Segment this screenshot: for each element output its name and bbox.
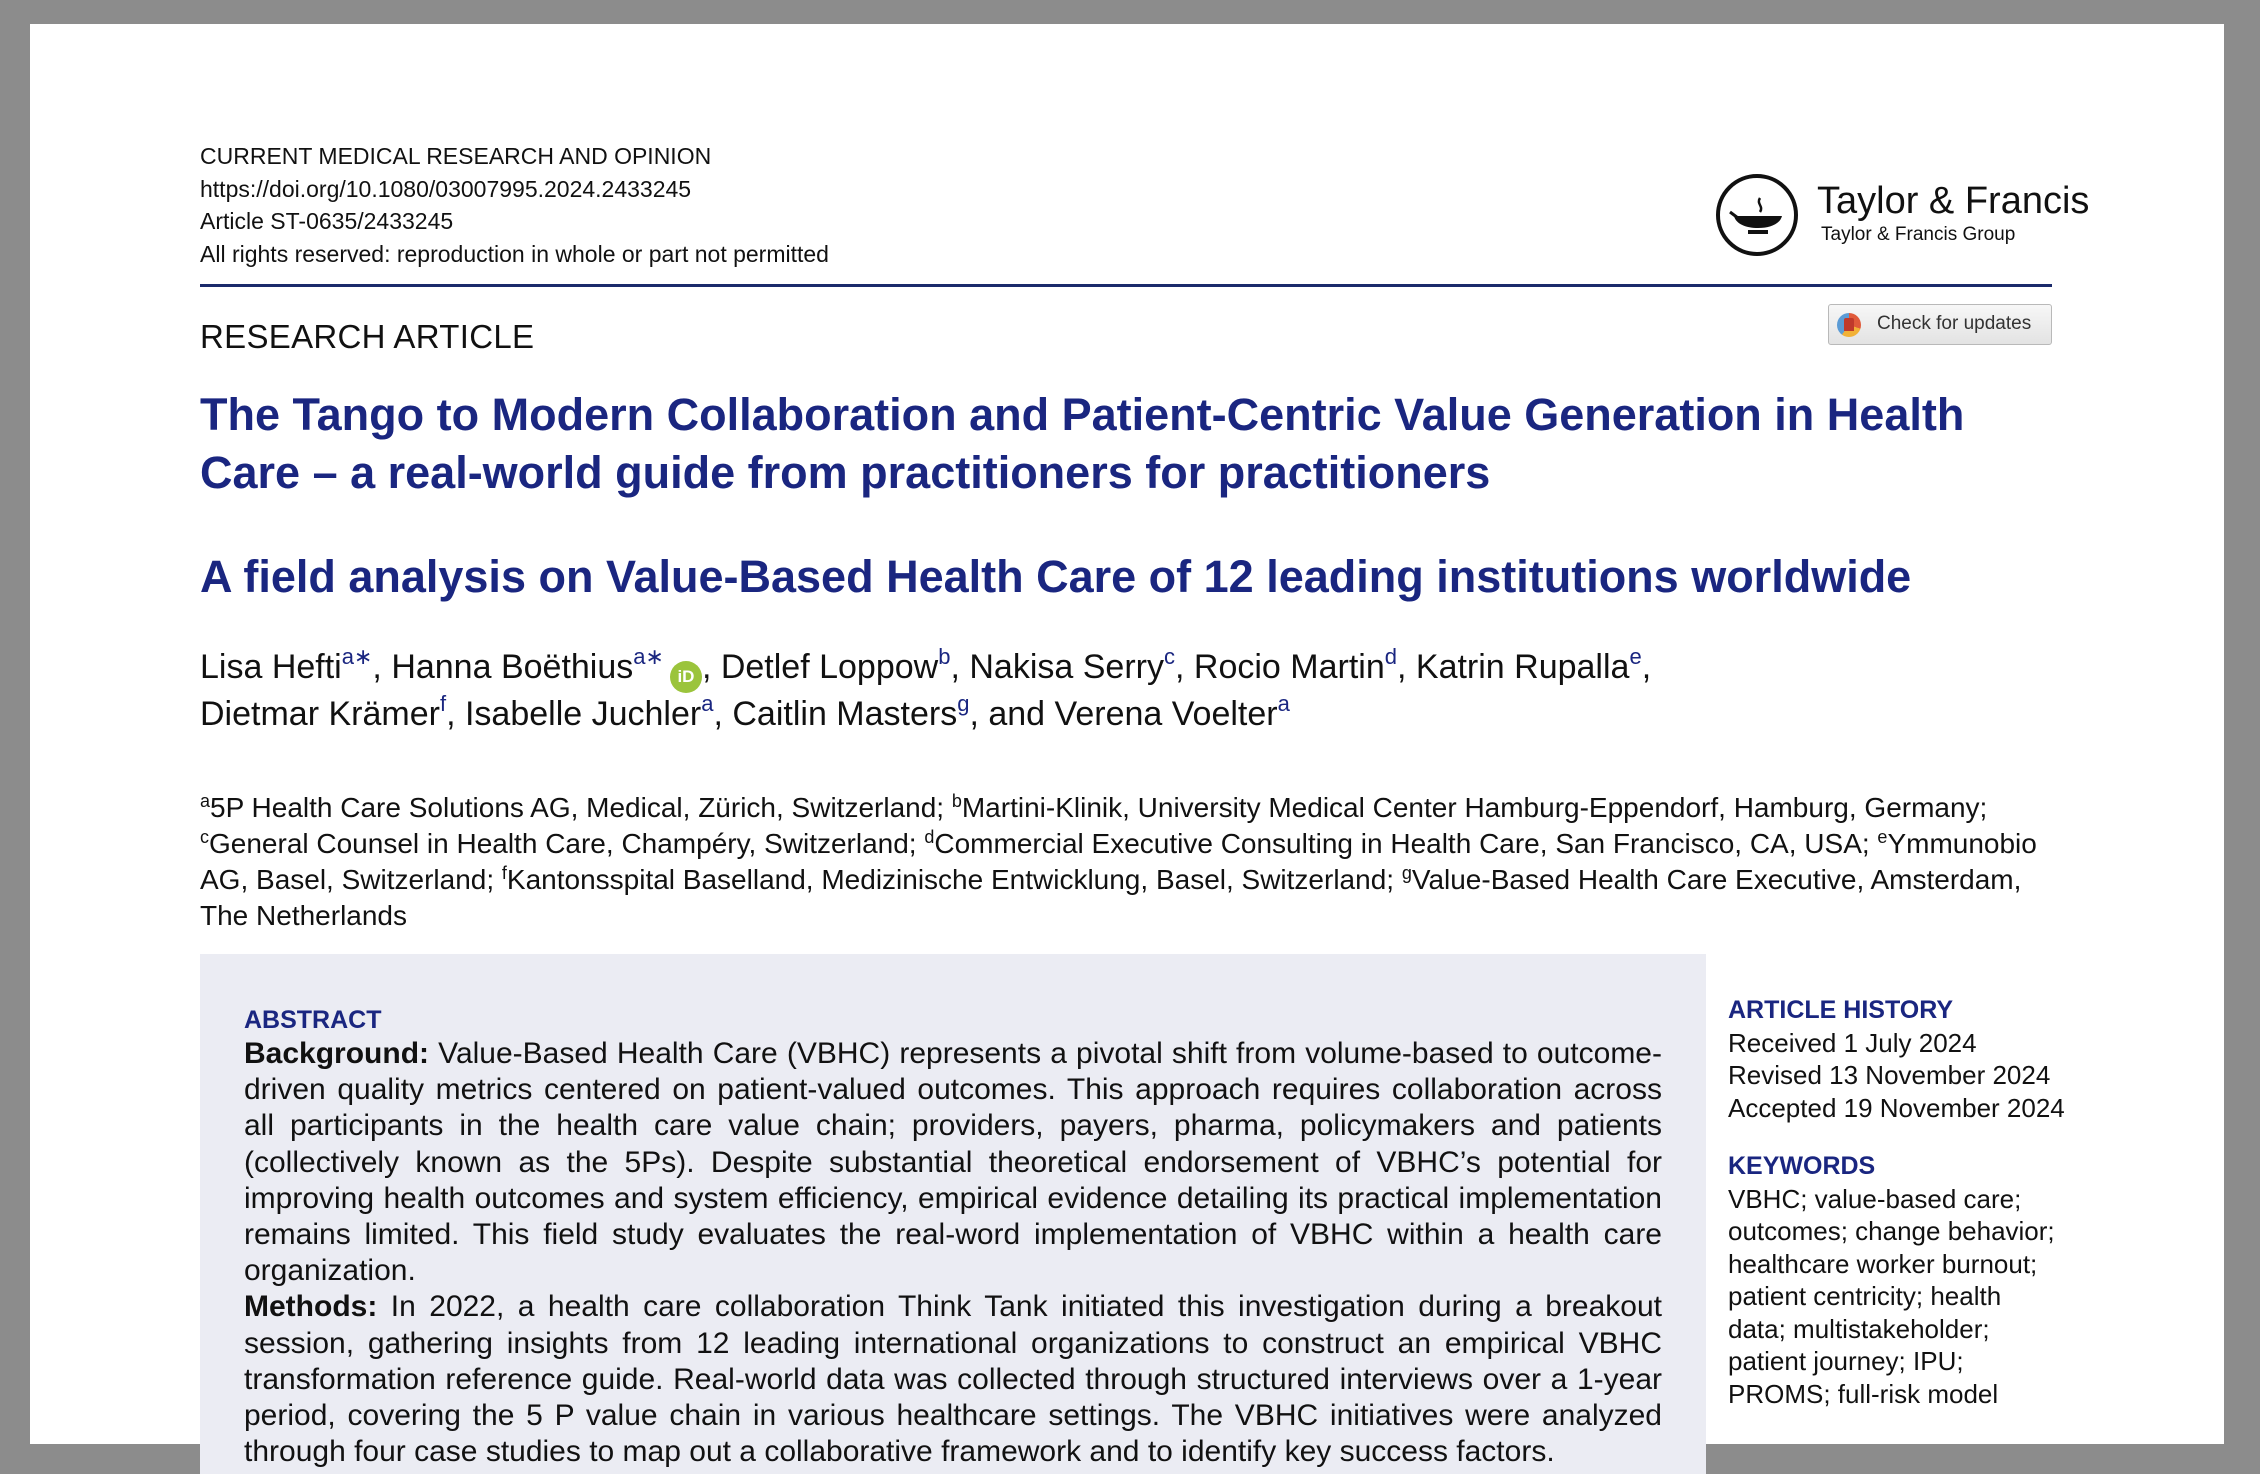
article-id: Article ST-0635/2433245 [200,208,454,234]
article-history [1728,994,2068,1124]
author[interactable]: Detlef Loppow$^b$ [720,644,951,686]
doi-link[interactable]: https://doi.org/10.1080/03007995.2024.2433245 [200,175,692,202]
journal-name: CURRENT MEDICAL RESEARCH AND OPINION [200,143,712,169]
keywords [1728,1150,2068,1410]
author[interactable]: Hanna Boëthius$^{a∗}$ [391,644,664,686]
history-accepted: Accepted 19 November 2024 [1728,1092,2065,1123]
publisher-name: Taylor & Francis [1817,180,2090,222]
article-subtitle: A field analysis on Value-Based Health Care of 12 leading institutions worldwide [200,551,1912,602]
author[interactable]: Lisa Hefti$^{a∗}$ [200,644,373,686]
author[interactable]: Dietmar Krämer$^f$ [200,691,447,733]
history-received: Received 1 July 2024 [1728,1027,1977,1058]
article-title: The Tango to Modern Collaboration and Patient-Centric Value Generation in Health Care – a real-world guide from practitioners for practitioners [200,389,1965,498]
abstract-methods: Methods: In 2022, a health care collaboration Think Tank initiated this investigation during a breakout session, gathering insights from 12 leading international organizations to construct an empirical VBHC transformation reference guide. Real-world data was collected through structured interviews over a 1-year period, covering the 5 P value chain in various healthcare settings. The VBHC initiatives were analyzed through four case studies to map out a collaborative framework and to identify key success factors. [244,1290,1662,1469]
history-heading: ARTICLE HISTORY [1728,996,1954,1024]
header-divider [200,284,2052,287]
keyword-line: healthcare worker burnout; [1728,1248,2038,1279]
rights-notice: All rights reserved: reproduction in whole or part not permitted [200,240,829,267]
orcid-icon[interactable]: iD [670,661,702,693]
keyword-line: PROMS; full-risk model [1728,1378,1999,1409]
keyword-line: data; multistakeholder; [1728,1313,1990,1344]
publisher-group: Taylor & Francis Group [1821,224,2016,245]
teapot-lamp-icon [1716,174,1798,256]
article-page [30,24,2224,1469]
keyword-line: VBHC; value-based care; [1728,1183,2022,1214]
check-for-updates-label: Check for updates [1877,313,2032,334]
journal-header [200,140,829,270]
author[interactable]: Rocio Martin$^d$ [1193,644,1397,686]
crossmark-icon [1837,313,1861,337]
author[interactable]: Nakisa Serry$^c$ [969,644,1175,686]
author-list: Lisa Hefti$^{a∗}$, Hanna Boëthius$^{a∗}$iD , Detlef Loppow$^b$, Nakisa Serry$^c$, Rocio Martin$^d$, Katrin Rupalla$^e$, Dietmar Krämer$^f$, Isabelle Juchler$^a$, Caitlin Masters$^g$, and Verena Voelter$^a$ [200,644,1652,733]
keywords-heading: KEYWORDS [1728,1152,1876,1180]
author[interactable]: Caitlin Masters$^g$ [732,691,970,733]
keyword-line: patient centricity; health [1728,1281,2002,1311]
history-revised: Revised 13 November 2024 [1728,1060,2051,1090]
abstract-heading: ABSTRACT [244,1006,382,1034]
abstract-text [244,1036,1662,1470]
keyword-line: outcomes; change behavior; [1728,1216,2055,1246]
check-for-updates-button[interactable] [1828,304,2052,345]
publisher-logo[interactable] [1716,174,2090,274]
author[interactable]: Katrin Rupalla$^e$ [1415,644,1642,686]
author[interactable]: Verena Voelter$^a$ [1054,691,1290,733]
author[interactable]: Isabelle Juchler$^a$ [464,691,714,733]
abstract-background: Background: Value-Based Health Care (VBHC) represents a pivotal shift from volume-based to outcome-driven quality metrics centered on patient-valued outcomes. This approach requires collaboration across all participants in the health care value chain; providers, payers, pharma, policymakers and patients (collectively known as the 5Ps). Despite substantial theoretical endorsement of VBHC’s potential for improving health outcomes and system efficiency, empirical evidence detailing its practical implementation remains limited. This field study evaluates the real-word implementation of VBHC within a health care organization. [244,1037,1662,1288]
keyword-line: patient journey; IPU; [1728,1346,1964,1376]
article-type: RESEARCH ARTICLE [200,318,535,355]
affiliations: $^a$5P Health Care Solutions AG, Medical, Zürich, Switzerland; $^b$Martini-Klinik, University Medical Center Hamburg-Eppendorf, Hamburg, Germany; $^c$General Counsel in Health Care, Champéry, Switzerland; $^d$Commercial Executive Consulting in Health Care, San Francisco, CA, USA; $^e$Ymmunobio AG, Basel, Switzerland; $^f$Kantonsspital Baselland, Medizinische Entwicklung, Basel, Switzerland; $^g$Value-Based Health Care Executive, Amsterdam, The Netherlands [200,791,2037,931]
